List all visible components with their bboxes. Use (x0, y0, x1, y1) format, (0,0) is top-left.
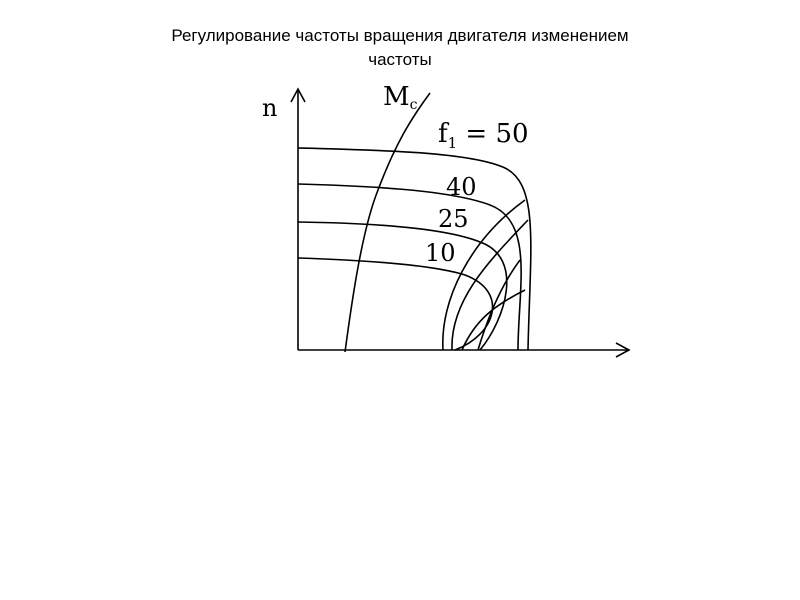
load-torque-curve (345, 93, 430, 352)
frequency-label-25: 25 (438, 205, 469, 233)
frequency-label-40: 40 (446, 173, 477, 201)
frequency-subscript: 1 (447, 134, 458, 152)
lower-branch-2 (452, 220, 528, 350)
frequency-equals: = (457, 119, 496, 149)
frequency-prefix: f (438, 119, 448, 149)
load-curve-label-sub: c (409, 97, 418, 113)
load-curve-label-main: M (383, 82, 410, 112)
frequency-label-50 (438, 119, 529, 152)
frequency-label-10: 10 (425, 239, 456, 267)
characteristic-curve-25 (298, 222, 507, 350)
frequency-value-50: 50 (495, 119, 529, 149)
load-curve-label (383, 82, 418, 113)
slide-title-line-1: Регулирование частоты вращения двигателя изменением (171, 26, 629, 45)
characteristic-curve-10 (298, 258, 493, 350)
slide-title-line-2: частоты (368, 50, 432, 69)
y-axis-label: n (262, 94, 278, 122)
characteristic-curve-50 (298, 148, 531, 350)
